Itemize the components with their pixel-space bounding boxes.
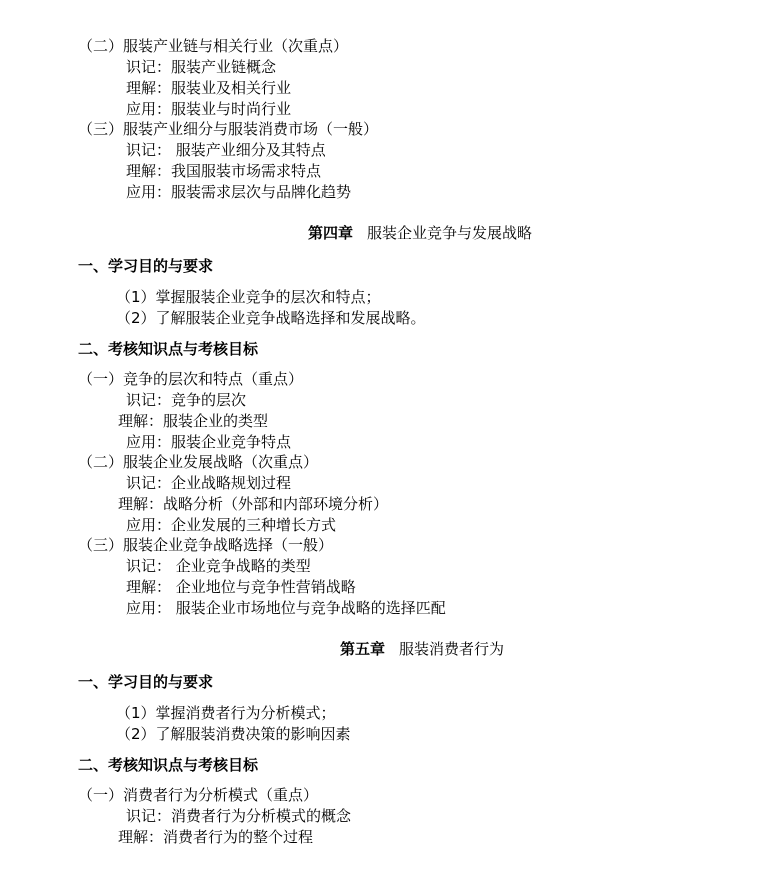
list-item: 识记：服装产业链概念 bbox=[126, 58, 277, 76]
section-title: 一、学习目的与要求 bbox=[78, 257, 214, 275]
chapter-label: 第五章 bbox=[340, 640, 386, 658]
section-heading: （三）服装产业细分与服装消费市场（一般） bbox=[78, 120, 379, 138]
list-item: 识记：消费者行为分析模式的概念 bbox=[126, 807, 352, 825]
chapter-title bbox=[340, 639, 504, 659]
list-item: 理解：消费者行为的整个过程 bbox=[118, 828, 314, 846]
chapter-title bbox=[308, 223, 532, 243]
section-heading: （二）服装企业发展战略（次重点） bbox=[78, 453, 319, 471]
section-title: 一、学习目的与要求 bbox=[78, 673, 214, 691]
requirement-item: （1）掌握消费者行为分析模式； bbox=[116, 704, 336, 722]
list-item: 识记：企业战略规划过程 bbox=[126, 474, 292, 492]
list-item: 理解：战略分析（外部和内部环境分析） bbox=[118, 495, 389, 513]
section-heading: （二）服装产业链与相关行业（次重点） bbox=[78, 37, 349, 55]
list-item: 理解：我国服装市场需求特点 bbox=[126, 162, 322, 180]
chapter-name: 服装企业竞争与发展战略 bbox=[367, 224, 533, 242]
list-item: 识记： 服装产业细分及其特点 bbox=[126, 141, 326, 159]
list-item: 应用： 服装企业市场地位与竞争战略的选择匹配 bbox=[126, 599, 446, 617]
requirement-item: （2）了解服装消费决策的影响因素 bbox=[116, 725, 351, 743]
list-item: 理解：服装业及相关行业 bbox=[126, 79, 292, 97]
list-item: 理解： 企业地位与竞争性营销战略 bbox=[126, 578, 356, 596]
list-item: 应用：企业发展的三种增长方式 bbox=[126, 516, 337, 534]
section-heading: （一）竞争的层次和特点（重点） bbox=[78, 370, 304, 388]
section-heading: （一）消费者行为分析模式（重点） bbox=[78, 786, 319, 804]
list-item: 应用：服装需求层次与品牌化趋势 bbox=[126, 183, 352, 201]
list-item: 识记： 企业竞争战略的类型 bbox=[126, 557, 311, 575]
list-item: 理解：服装企业的类型 bbox=[118, 412, 269, 430]
requirement-item: （1）掌握服装企业竞争的层次和特点； bbox=[116, 288, 381, 306]
chapter-name: 服装消费者行为 bbox=[399, 640, 505, 658]
requirement-item: （2）了解服装企业竞争战略选择和发展战略。 bbox=[116, 309, 426, 327]
list-item: 识记：竞争的层次 bbox=[126, 391, 247, 409]
section-title: 二、考核知识点与考核目标 bbox=[78, 756, 259, 774]
section-title: 二、考核知识点与考核目标 bbox=[78, 340, 259, 358]
section-heading: （三）服装企业竞争战略选择（一般） bbox=[78, 536, 334, 554]
list-item: 应用：服装企业竞争特点 bbox=[126, 433, 292, 451]
chapter-label: 第四章 bbox=[308, 224, 354, 242]
list-item: 应用：服装业与时尚行业 bbox=[126, 100, 292, 118]
